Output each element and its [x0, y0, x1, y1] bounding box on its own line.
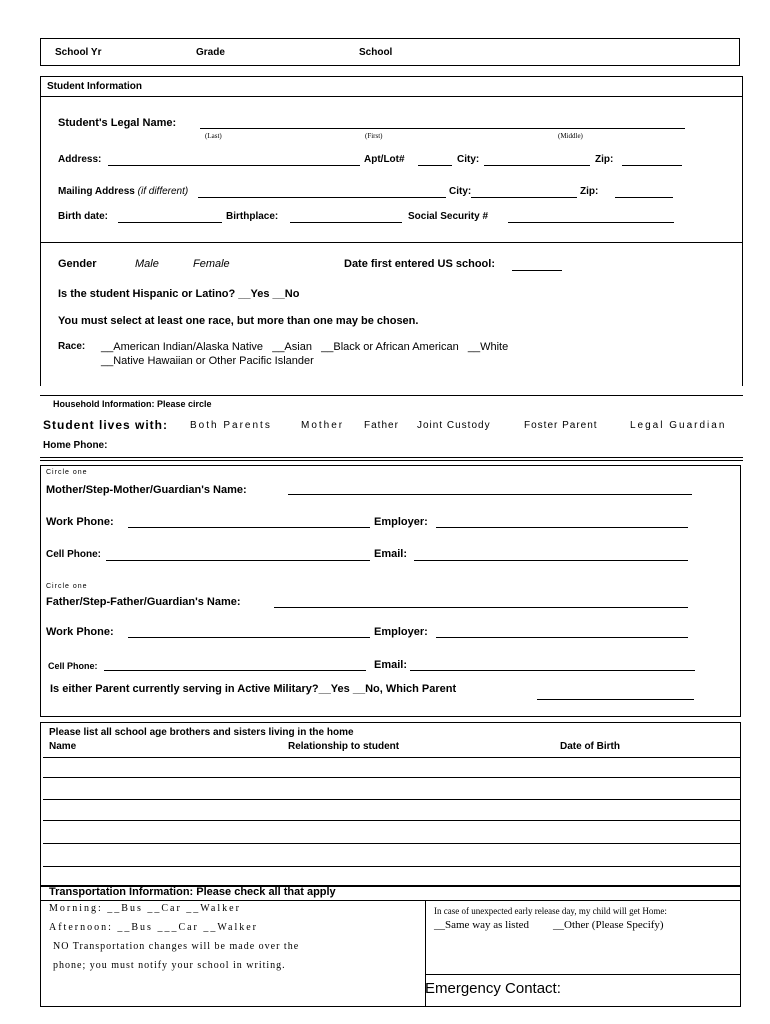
- student-info-title: Student Information: [47, 81, 142, 92]
- last-caption: (Last): [205, 132, 222, 140]
- race-options-line2[interactable]: __Native Hawaiian or Other Pacific Islander: [101, 355, 314, 367]
- household-divider-2: [40, 460, 743, 461]
- demographics-divider: [40, 242, 743, 243]
- student-info-title-divider: [40, 96, 743, 97]
- father-employer-field[interactable]: [436, 637, 688, 638]
- apt-field[interactable]: [418, 165, 452, 166]
- father-name-field[interactable]: [274, 607, 688, 608]
- city-label: City:: [457, 154, 480, 165]
- lives-with-joint-custody[interactable]: Joint Custody: [417, 420, 491, 431]
- father-employer-label: Employer:: [374, 626, 428, 638]
- father-work-phone-label: Work Phone:: [46, 626, 114, 638]
- date-first-us-label: Date first entered US school:: [344, 258, 495, 270]
- lives-with-foster-parent[interactable]: Foster Parent: [524, 420, 598, 431]
- mother-cell-phone-label: Cell Phone:: [46, 549, 102, 560]
- transportation-title: Transportation Information: Please check all that apply: [49, 886, 336, 898]
- student-info-top-border: [40, 76, 743, 77]
- father-cell-phone-field[interactable]: [104, 670, 366, 671]
- legal-name-label: Student's Legal Name:: [58, 117, 177, 129]
- mother-name-field[interactable]: [288, 494, 692, 495]
- grade-label: Grade: [196, 47, 225, 58]
- circle-one-mother: Circle one: [46, 469, 88, 476]
- race-label: Race:: [58, 341, 86, 352]
- mailing-address-text: Mailing Address: [58, 186, 135, 197]
- lives-with-label: Student lives with:: [43, 418, 169, 432]
- city-field[interactable]: [484, 165, 590, 166]
- birthplace-label: Birthplace:: [226, 211, 279, 222]
- first-caption: (First): [365, 132, 383, 140]
- military-question[interactable]: Is either Parent currently serving in Active Military?__Yes __No, Which Parent: [50, 683, 457, 695]
- mother-cell-phone-field[interactable]: [106, 560, 370, 561]
- mother-work-phone-field[interactable]: [128, 527, 370, 528]
- sibling-row-line-5: [43, 843, 740, 844]
- same-way-option[interactable]: __Same way as listed: [434, 919, 530, 931]
- mother-name-label: Mother/Step-Mother/Guardian's Name:: [46, 484, 247, 496]
- siblings-col-name: Name: [49, 741, 77, 752]
- ssn-field[interactable]: [508, 222, 674, 223]
- address-field[interactable]: [108, 165, 360, 166]
- afternoon-options[interactable]: Afternoon: __Bus ___Car __Walker: [49, 922, 258, 933]
- siblings-col-relationship: Relationship to student: [288, 741, 400, 752]
- home-phone-label: Home Phone:: [43, 440, 108, 451]
- household-top-border: [40, 395, 743, 396]
- mother-email-label: Email:: [374, 548, 408, 560]
- father-name-label: Father/Step-Father/Guardian's Name:: [46, 596, 241, 608]
- address-label: Address:: [58, 154, 102, 165]
- birth-date-field[interactable]: [118, 222, 222, 223]
- school-label: School: [359, 47, 393, 58]
- gender-male-option[interactable]: Male: [135, 258, 159, 270]
- father-cell-phone-label: Cell Phone:: [48, 661, 98, 671]
- parents-box: [40, 465, 741, 717]
- zip-field[interactable]: [622, 165, 682, 166]
- emergency-contact-label: Emergency Contact:: [425, 980, 561, 997]
- middle-caption: (Middle): [558, 132, 583, 140]
- morning-options[interactable]: Morning: __Bus __Car __Walker: [49, 903, 241, 914]
- lives-with-mother[interactable]: Mother: [301, 420, 345, 431]
- mother-employer-field[interactable]: [436, 527, 688, 528]
- student-info-left-border: [40, 76, 41, 386]
- siblings-col-dob: Date of Birth: [560, 741, 620, 752]
- lives-with-legal-guardian[interactable]: Legal Guardian: [630, 420, 727, 431]
- military-parent-field[interactable]: [537, 699, 694, 700]
- zip-label: Zip:: [595, 154, 614, 165]
- legal-name-field[interactable]: [200, 128, 685, 129]
- gender-label: Gender: [58, 258, 97, 270]
- school-yr-label: School Yr: [55, 47, 102, 58]
- sibling-row-line-6: [43, 866, 740, 867]
- no-transport-changes-line2: phone; you must notify your school in writing.: [53, 960, 286, 971]
- mailing-zip-field[interactable]: [615, 197, 673, 198]
- mother-email-field[interactable]: [414, 560, 688, 561]
- birth-date-label: Birth date:: [58, 211, 108, 222]
- if-different-text: (if different): [137, 186, 189, 197]
- gender-female-option[interactable]: Female: [193, 258, 230, 270]
- mother-employer-label: Employer:: [374, 516, 428, 528]
- household-title: Household Information: Please circle: [53, 399, 212, 409]
- mailing-address-label: [58, 186, 188, 197]
- student-info-right-border: [742, 76, 743, 386]
- father-email-field[interactable]: [410, 670, 695, 671]
- apt-label: Apt/Lot#: [364, 154, 405, 165]
- father-work-phone-field[interactable]: [128, 637, 370, 638]
- other-option[interactable]: __Other (Please Specify): [553, 919, 664, 931]
- lives-with-both-parents[interactable]: Both Parents: [190, 420, 272, 431]
- mailing-city-label: City:: [449, 186, 472, 197]
- father-email-label: Email:: [374, 659, 408, 671]
- hispanic-question[interactable]: Is the student Hispanic or Latino? __Yes __No: [58, 288, 300, 300]
- circle-one-father: Circle one: [46, 583, 88, 590]
- date-first-us-field[interactable]: [512, 270, 562, 271]
- ssn-label: Social Security #: [408, 211, 489, 222]
- sibling-row-line-3: [43, 799, 740, 800]
- race-options-line1[interactable]: __American Indian/Alaska Native __Asian __Black or African American __White: [101, 341, 509, 353]
- household-divider-1: [40, 457, 743, 458]
- mailing-address-field[interactable]: [198, 197, 446, 198]
- mailing-zip-label: Zip:: [580, 186, 599, 197]
- transportation-title-divider: [40, 900, 741, 901]
- lives-with-father[interactable]: Father: [364, 420, 399, 431]
- early-release-note: In case of unexpected early release day, my child will get Home:: [434, 906, 667, 916]
- birthplace-field[interactable]: [290, 222, 402, 223]
- mother-work-phone-label: Work Phone:: [46, 516, 114, 528]
- sibling-row-line-4: [43, 820, 740, 821]
- no-transport-changes-line1: NO Transportation changes will be made over the: [53, 941, 300, 952]
- emergency-divider: [425, 974, 741, 975]
- sibling-row-line-1: [43, 757, 740, 758]
- sibling-row-line-2: [43, 777, 740, 778]
- race-note: You must select at least one race, but more than one may be chosen.: [58, 315, 419, 327]
- siblings-title: Please list all school age brothers and sisters living in the home: [49, 727, 354, 738]
- mailing-city-field[interactable]: [471, 197, 577, 198]
